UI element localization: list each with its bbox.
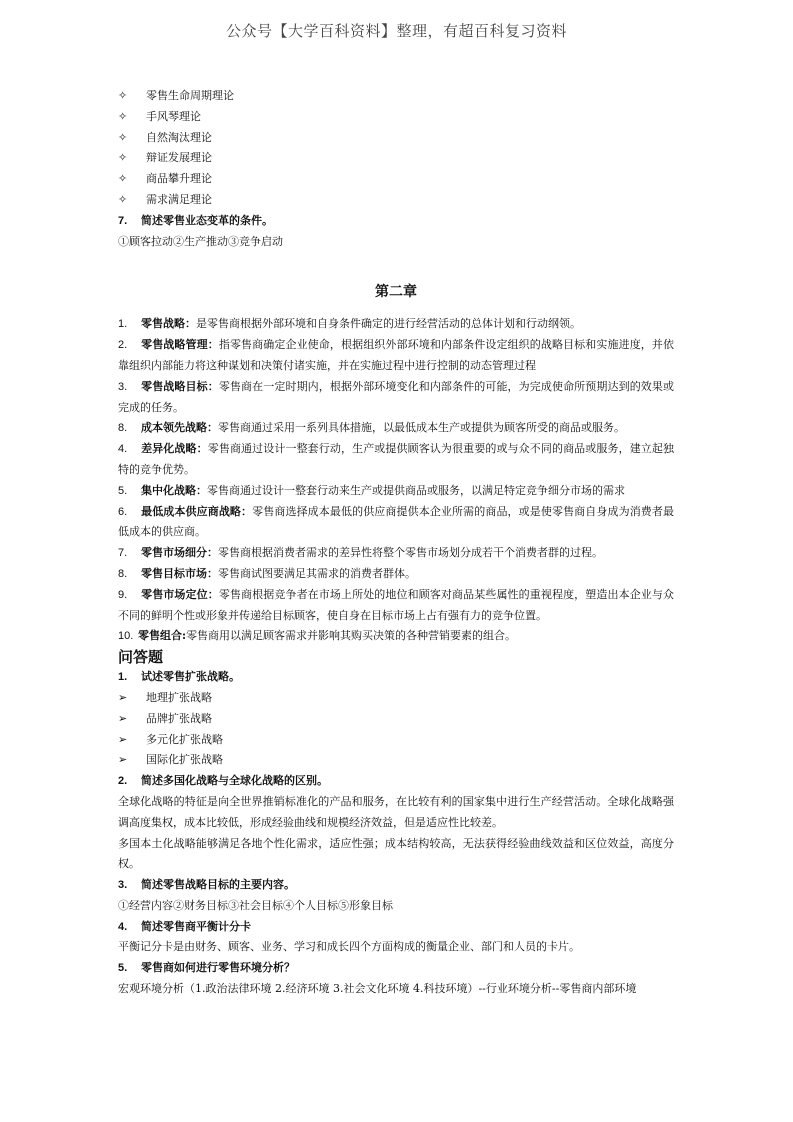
definition-item: 8. 成本领先战略：零售商通过采用一系列具体措施，以最低成本生产或提供为顾客所受的商品或服务。 <box>118 421 625 435</box>
expansion-list <box>118 688 674 771</box>
theory-list <box>118 86 674 211</box>
list-item: ✧ 零售生命周期理论 <box>118 86 674 107</box>
answer-5: 宏观环境分析（1.政治法律环境 2.经济环境 3.社会文化环境 4.科技环境）--行业环境分析--零售商内部环境 <box>118 982 637 996</box>
diamond-bullet-icon: ✧ <box>118 172 128 186</box>
definition-item: 7. 零售市场细分：零售商根据消费者需求的差异性将整个零售市场划分成若干个消费者群的过程。 <box>118 546 603 560</box>
list-item: ➢ 品牌扩张战略 <box>118 709 674 730</box>
page-header: 公众号【大学百科资料】整理，有超百科复习资料 <box>225 22 567 40</box>
definition-item: 2. 零售战略管理：指零售商确定企业使命，根据组织外部环境和内部条件设定组织的战略目标和实施进度，并依靠组织内部能力将这种谋划和决策付诸实施，并在实施过程中进行控制的动态管理过程 <box>118 338 675 372</box>
question-7: 7. 简述零售业态变革的条件。 <box>118 213 273 227</box>
definition-item: 4. 差异化战略：零售商通过设计一整套行动，生产或提供顾客认为很重要的或与众不同的商品或服务，建立起独特的竞争优势。 <box>118 442 675 476</box>
chapter-title: 第二章 <box>375 284 417 301</box>
diamond-bullet-icon: ✧ <box>118 192 128 206</box>
question-3: 3. 简述零售战略目标的主要内容。 <box>118 878 295 892</box>
question-2: 2. 简述多国化战略与全球化战略的区别。 <box>118 774 328 788</box>
arrow-bullet-icon: ➢ <box>118 690 128 704</box>
list-item: ✧ 自然淘汰理论 <box>118 128 674 149</box>
question-4: 4. 简述零售商平衡计分卡 <box>118 919 251 933</box>
arrow-bullet-icon: ➢ <box>118 711 128 725</box>
definition-item: 8. 零售目标市场：零售商试图要满足其需求的消费者群体。 <box>118 566 416 580</box>
answer-3: ①经营内容②财务目标③社会目标④个人目标⑤形象目标 <box>118 898 393 912</box>
definition-item: 3. 零售战略目标：零售商在一定时期内，根据外部环境变化和内部条件的可能，为完成使命所预期达到的效果或完成的任务。 <box>118 379 675 414</box>
answer-paragraph: 多国本土化战略能够满足各地个性化需求，适应性强；成本结构较高，无法获得经验曲线效益和区位效益，高度分权。 <box>118 836 674 871</box>
answer-paragraph: 全球化战略的特征是向全世界推销标准化的产品和服务，在比较有利的国家集中进行生产经营活动。全球化战略强调高度集权，成本比较低，形成经验曲线和规模经济效益，但是适应性比较差。 <box>118 794 674 829</box>
diamond-bullet-icon: ✧ <box>118 130 128 144</box>
list-item: ➢ 国际化扩张战略 <box>118 750 674 771</box>
arrow-bullet-icon: ➢ <box>118 753 128 767</box>
diamond-bullet-icon: ✧ <box>118 89 128 102</box>
list-item: ✧ 商品攀升理论 <box>118 169 674 190</box>
list-item: ➢ 多元化扩张战略 <box>118 730 674 751</box>
definition-item: 9. 零售市场定位：零售商根据竞争者在市场上所处的地位和顾客对商品某些属性的重视程度，塑造出本企业与众不同的鲜明个性或形象并传递给目标顾客，使自身在目标市场上占有强有力的竞争位置。 <box>118 587 675 622</box>
diamond-bullet-icon: ✧ <box>118 109 128 123</box>
document-body <box>118 86 674 1000</box>
list-item: ✧ 辩证发展理论 <box>118 148 674 169</box>
section-title: 问答题 <box>118 648 164 667</box>
definition-item: 6. 最低成本供应商战略：零售商选择成本最低的供应商提供本企业所需的商品，或是使零售商自身成为消费者最低成本的供应商。 <box>118 504 675 539</box>
definition-item: 10. 零售组合:零售商用以满足顾客需求并影响其购买决策的各种营销要素的组合。 <box>118 629 517 643</box>
diamond-bullet-icon: ✧ <box>118 151 128 165</box>
answer-4: 平衡记分卡是由财务、顾客、业务、学习和成长四个方面构成的衡量企业、部门和人员的卡片。 <box>118 940 580 954</box>
list-item: ➢ 地理扩张战略 <box>118 688 674 709</box>
list-item: ✧ 手风琴理论 <box>118 107 674 128</box>
definition-list <box>118 314 674 647</box>
question-1: 1. 试述零售扩张战略。 <box>118 670 240 684</box>
definition-item: 1. 零售战略：是零售商根据外部环境和自身条件确定的进行经营活动的总体计划和行动纲领。 <box>118 317 581 331</box>
list-item: ✧ 需求满足理论 <box>118 190 674 211</box>
question-5: 5. 零售商如何进行零售环境分析？ <box>118 961 295 975</box>
answer-7: ①顾客拉动②生产推动③竞争启动 <box>118 234 283 248</box>
arrow-bullet-icon: ➢ <box>118 732 128 746</box>
definition-item: 5. 集中化战略：零售商通过设计一整套行动来生产或提供商品或服务，以满足特定竞争细分市场的需求 <box>118 483 625 497</box>
